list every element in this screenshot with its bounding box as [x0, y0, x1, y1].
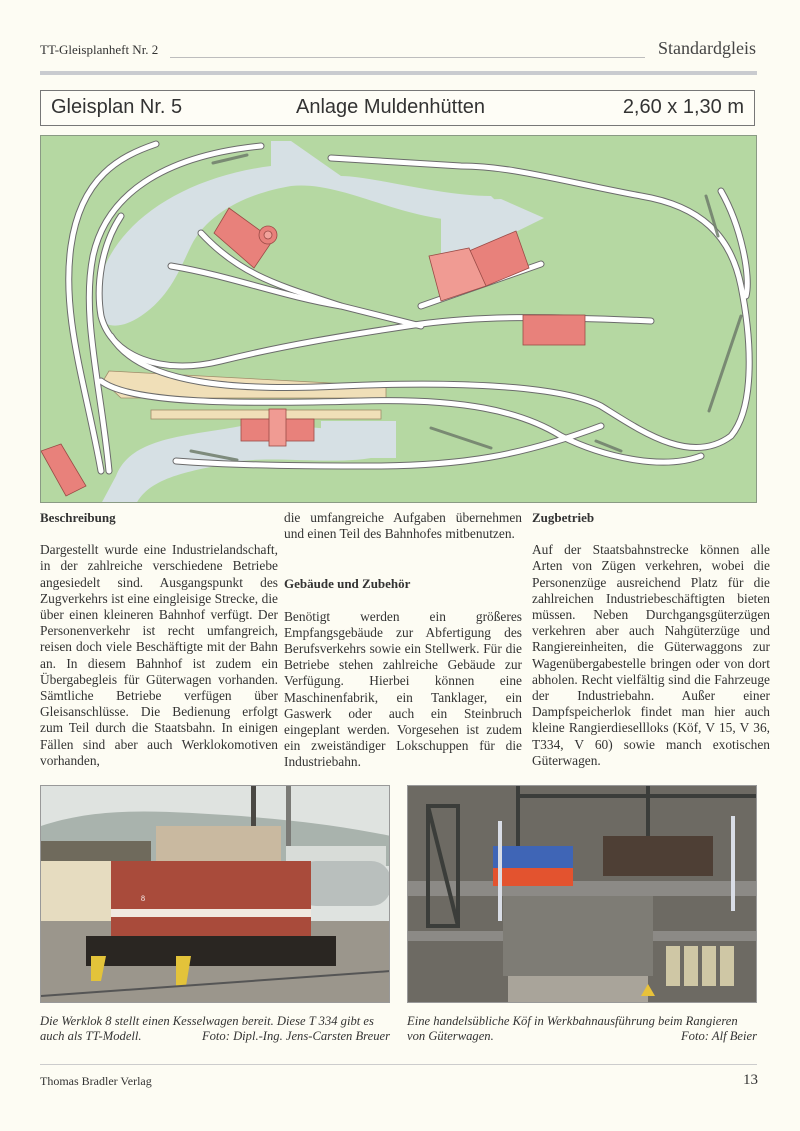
engine-shed	[41, 444, 86, 496]
running-header-series: TT-Gleisplanheft Nr. 2	[40, 42, 159, 57]
photo-koef	[407, 785, 757, 1003]
loco-number: 8	[141, 894, 145, 903]
photo-werklok-image	[41, 786, 390, 1003]
heading-zugbetrieb: Zugbetrieb	[532, 510, 595, 525]
heading-gebaeude: Gebäude und Zubehör	[284, 576, 411, 592]
caption-koef-text: Eine handelsübliche Köf in Werkbahnausführung beim Rangieren von Güterwagen.	[407, 1014, 738, 1043]
layout-name: Anlage Muldenhütten	[296, 96, 486, 118]
caption-werklok-credit: Foto: Dipl.-Ing. Jens-Carsten Breuer	[201, 1029, 390, 1043]
paragraph-operation: Auf der Staatsbahnstrecke können alle Arten von Zügen verkehren, wobei die Personenzüge ausreichend Platz für die zahlreichen Industriebeschäftigten bieten müssen. Neben Durchgangsgüterzügen verkehren aber auch Nahgüterzüge und Rangiereinheiten, die Güterwaggons zur Wagenübergabestelle bringen oder von dort abholen. Recht vielfältig sind die Fahrzeuge der Industriebahn. Außer einer Dampfspeicherlok findet man hier auch kleine Rangierdiesellloks (Köf, V 15, V 36, T334, V 60) sowie manch exotischen Güterwagen.	[532, 542, 770, 768]
caption-werklok	[40, 1014, 390, 1044]
plaza	[321, 421, 396, 458]
caption-koef	[407, 1014, 757, 1044]
paragraph-description: Dargestellt wurde eine Industrielandschaft, in der zahlreiche verschiedene Betriebe angesiedelt sind. Ausgangspunkt des Zugverkehrs ist eine eingleisige Strecke, die über einen kleineren Bahnhof verfügt. Der Personenverkehr ist recht umfangreich, reisen doch viele Beschäftigte mit der Bahn an. In diesem Bahnhof ist zudem ein Übergabegleis für Güterwagen vorhanden. Sämtliche Betriebe verfügen über Gleisanschlüsse. Die Bedienung erfolgt zum Teil durch die Staatsbahn. In einigen Fällen sind aber auch Werklokomotiven vorhanden,	[40, 542, 278, 768]
caption-koef-credit: Foto: Alf Beier	[680, 1029, 757, 1043]
footer-rule	[40, 1064, 757, 1065]
photo-werklok	[40, 785, 390, 1003]
page-number: 13	[743, 1072, 758, 1088]
header-band	[40, 71, 757, 75]
layout-size: 2,60 x 1,30 m	[622, 96, 744, 118]
header-rule	[170, 57, 645, 58]
platform-2	[151, 410, 381, 419]
plan-title-bar	[40, 90, 755, 126]
photo-koef-image	[408, 786, 757, 1003]
heading-beschreibung: Beschreibung	[40, 510, 116, 525]
track-plan-drawing	[41, 136, 757, 503]
column-operation	[532, 510, 770, 785]
track-plan	[40, 135, 757, 503]
building-depot	[523, 315, 585, 345]
plan-number: Gleisplan Nr. 5	[51, 96, 183, 118]
column-description	[40, 510, 278, 785]
running-header-section: Standardgleis	[658, 38, 756, 58]
footer-publisher: Thomas Bradler Verlag	[40, 1074, 152, 1088]
column-buildings	[284, 510, 522, 787]
paragraph-continuation: die umfangreiche Aufgaben übernehmen und einen Teil des Bahnhofes mitbenutzen.	[284, 510, 522, 542]
paragraph-buildings: Benötigt werden ein größeres Empfangsgebäude zur Abfertigung des Berufsverkehrs sowie ein Stellwerk. Für die Betriebe stehen zahlreiche Gebäude zur Verfügung. Hierbei können eine Maschinenfabrik, ein Tanklager, ein Gaswerk oder auch ein Steinbruch eingeplant werden. Vorgesehen ist zudem ein zweiständiger Lokschuppen für die Industriebahn.	[284, 608, 522, 770]
caption-werklok-text: Die Werklok 8 stellt einen Kesselwagen bereit. Diese T 334 gibt es auch als TT-Modell.	[40, 1014, 374, 1043]
